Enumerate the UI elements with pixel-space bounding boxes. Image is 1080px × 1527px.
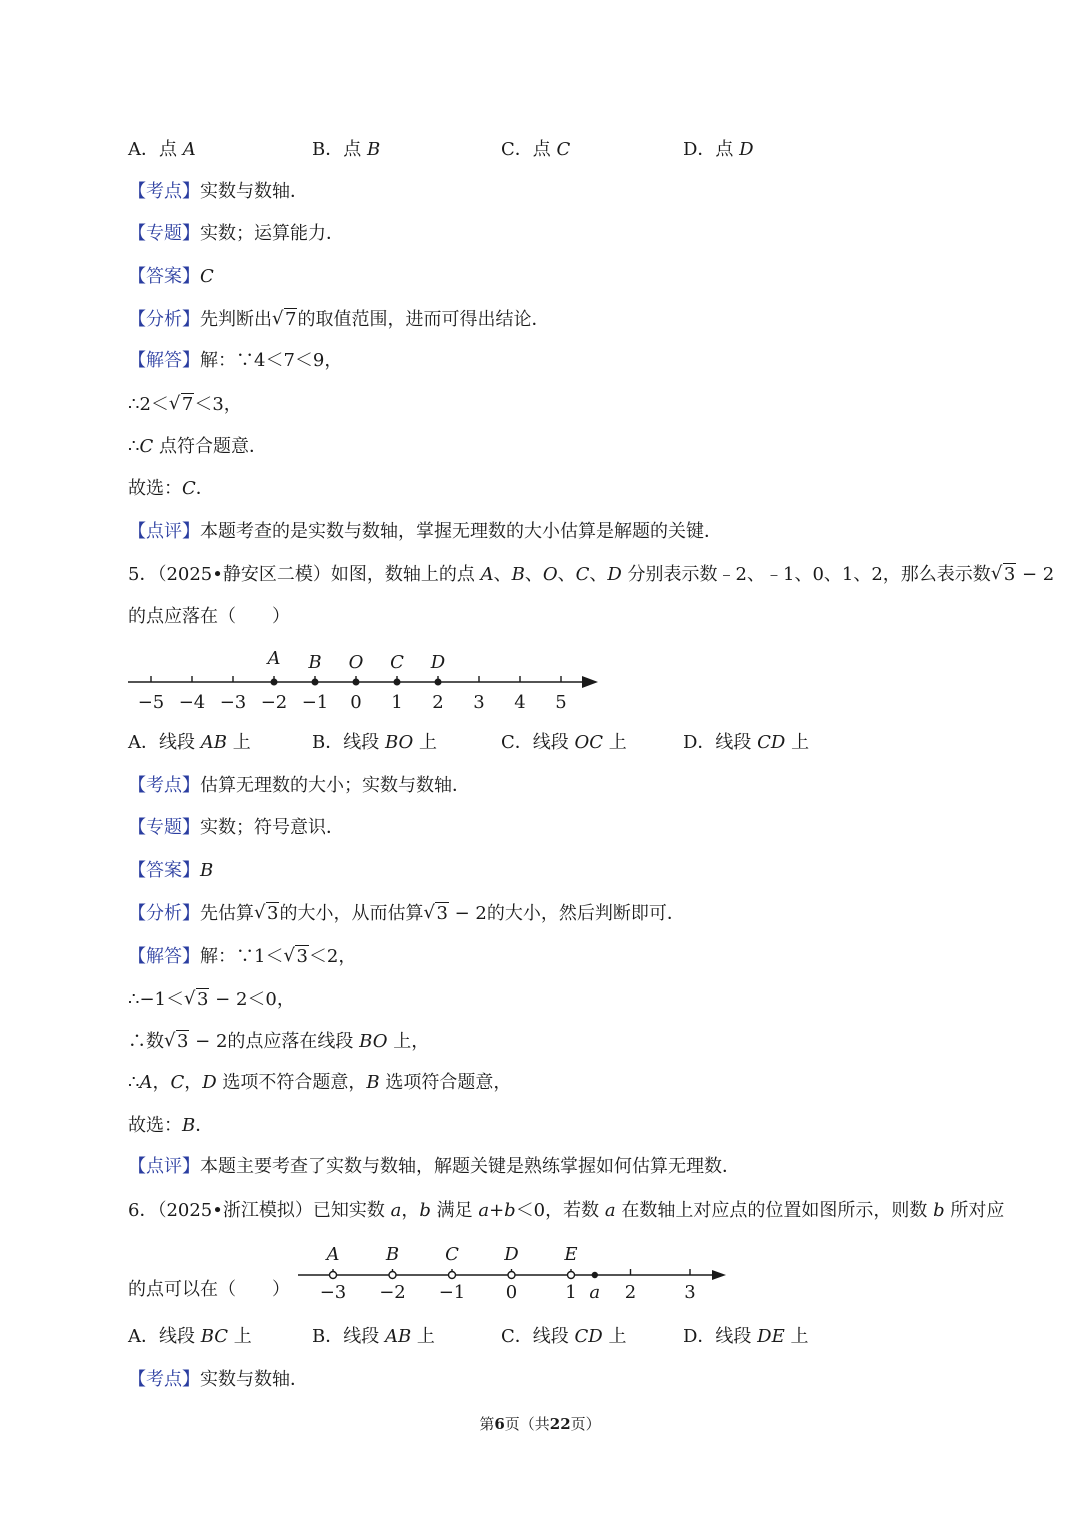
point-label: E — [564, 1244, 578, 1265]
point-dot — [271, 679, 278, 686]
q5-number-line — [120, 645, 610, 717]
point-label: D — [430, 652, 446, 673]
tick-label: 5 — [555, 692, 567, 713]
tick-label: 3 — [684, 1282, 696, 1303]
point-dot — [435, 679, 442, 686]
point-label: D — [504, 1244, 519, 1265]
sqrt-symbol: √ 7 — [272, 308, 297, 332]
q5-option-c: C．线段 OC 上 — [501, 732, 627, 753]
q5-kaodian: 【考点】估算无理数的大小；实数与数轴． — [128, 775, 470, 796]
q4-option-c: C．点 C — [501, 139, 571, 160]
sqrt-symbol: √ 7 — [169, 393, 194, 417]
open-point — [330, 1272, 337, 1279]
q6-option-c: C．线段 CD 上 — [501, 1326, 627, 1347]
tick-label: 0 — [505, 1282, 518, 1303]
tick-label: 2 — [624, 1282, 637, 1303]
tick-label: −1 — [438, 1282, 466, 1303]
tick-label: −2 — [379, 1282, 406, 1303]
arrow-head — [582, 676, 598, 688]
point-dot — [394, 679, 401, 686]
point-label: A — [326, 1244, 340, 1265]
q6-stem-line1: 6．（2025•浙江模拟）已知实数 a，b 满足 a+b＜0，若数 a 在数轴上对应点的位置如图所示，则数 b 所对应 — [128, 1200, 1005, 1221]
arrow-head — [712, 1270, 726, 1280]
q6-option-b: B．线段 AB 上 — [312, 1326, 435, 1347]
point-a-dot — [592, 1272, 598, 1278]
q4-kaodian: 【考点】实数与数轴． — [128, 181, 308, 202]
q5-stem-line2: 的点应落在（ ） — [128, 606, 290, 627]
tick-label: −3 — [319, 1282, 347, 1303]
sqrt-symbol: √ 3 — [254, 902, 279, 926]
open-point — [449, 1272, 456, 1279]
point-a-label: a — [589, 1282, 601, 1303]
q5-dianping: 【点评】本题主要考查了实数与数轴，解题关键是熟练掌握如何估算无理数． — [128, 1156, 740, 1177]
sqrt-symbol: √ 3 — [164, 1030, 189, 1054]
q5-zhuanti: 【专题】实数；符号意识． — [128, 817, 344, 838]
tick-label: 1 — [565, 1282, 577, 1303]
point-label: B — [385, 1244, 400, 1265]
q5-stem-line1: 5．（2025•静安区二模）如图，数轴上的点 A、B、O、C、D 分别表示数﹣2、﹣1、0、1、2，那么表示数√ 3 − 2 — [128, 563, 1054, 587]
tick-label: −4 — [178, 692, 206, 713]
tick-label: −3 — [219, 692, 247, 713]
point-dot — [312, 679, 319, 686]
sqrt-symbol: √ 3 — [991, 563, 1016, 587]
q4-daan: 【答案】C — [128, 266, 214, 287]
q6-kaodian: 【考点】实数与数轴． — [128, 1369, 308, 1390]
q5-option-d: D．线段 CD 上 — [683, 732, 810, 753]
q6-stem-line2: 的点可以在（ ） — [128, 1279, 290, 1300]
q4-option-d: D．点 D — [683, 139, 754, 160]
q5-option-a: A．线段 AB 上 — [128, 732, 251, 753]
q5-option-b: B．线段 BO 上 — [312, 732, 438, 753]
q4-dianping: 【点评】本题考查的是实数与数轴，掌握无理数的大小估算是解题的关键． — [128, 521, 722, 542]
q4-zhuanti: 【专题】实数；运算能力． — [128, 223, 344, 244]
tick-label: 2 — [432, 692, 444, 713]
q5-guxuan: 故选：B． — [128, 1115, 214, 1136]
sqrt-symbol: √ 3 — [283, 945, 308, 969]
tick-label: −5 — [137, 692, 165, 713]
q5-step1: ∴−1＜√ 3 − 2＜0， — [128, 988, 295, 1012]
q5-step2: ∴数√ 3 − 2的点应落在线段 BO 上， — [128, 1030, 429, 1054]
q4-step1: ∴2＜√ 7＜3， — [128, 393, 242, 417]
tick-label: 4 — [514, 692, 526, 713]
q5-jieda: 【解答】解：∵1＜√ 3＜2， — [128, 945, 356, 969]
tick-label: −2 — [260, 692, 288, 713]
open-point — [389, 1272, 396, 1279]
point-dot — [353, 679, 360, 686]
open-point — [568, 1272, 575, 1279]
q4-fenxi: 【分析】先判断出√ 7的取值范围，进而可得出结论． — [128, 308, 549, 332]
point-label: B — [308, 652, 322, 673]
q5-fenxi: 【分析】先估算√ 3的大小，从而估算√ 3 − 2的大小，然后判断即可． — [128, 902, 685, 926]
page-footer: 第6页（共22页） — [479, 1415, 601, 1433]
q6-option-a: A．线段 BC 上 — [128, 1326, 252, 1347]
sqrt-symbol: √ 3 — [184, 988, 209, 1012]
point-label: O — [348, 652, 364, 673]
point-label: C — [445, 1244, 459, 1265]
q6-number-line — [290, 1238, 735, 1304]
q4-option-a: A．点 A — [128, 139, 196, 160]
q5-step3: ∴A，C，D 选项不符合题意，B 选项符合题意， — [128, 1072, 512, 1093]
q4-option-b: B．点 B — [312, 139, 381, 160]
q4-guxuan: 故选：C． — [128, 478, 214, 499]
open-point — [508, 1272, 515, 1279]
q6-option-d: D．线段 DE 上 — [683, 1326, 809, 1347]
tick-label: 3 — [473, 692, 485, 713]
tick-label: −1 — [301, 692, 329, 713]
q5-daan: 【答案】B — [128, 860, 214, 881]
q4-jieda: 【解答】解：∵4＜7＜9， — [128, 350, 343, 371]
sqrt-symbol: √ 3 — [423, 902, 448, 926]
tick-label: 0 — [350, 692, 362, 713]
point-label: A — [267, 648, 281, 669]
point-label: C — [390, 652, 404, 673]
tick-label: 1 — [391, 692, 403, 713]
q4-step2: ∴C 点符合题意． — [128, 436, 267, 457]
